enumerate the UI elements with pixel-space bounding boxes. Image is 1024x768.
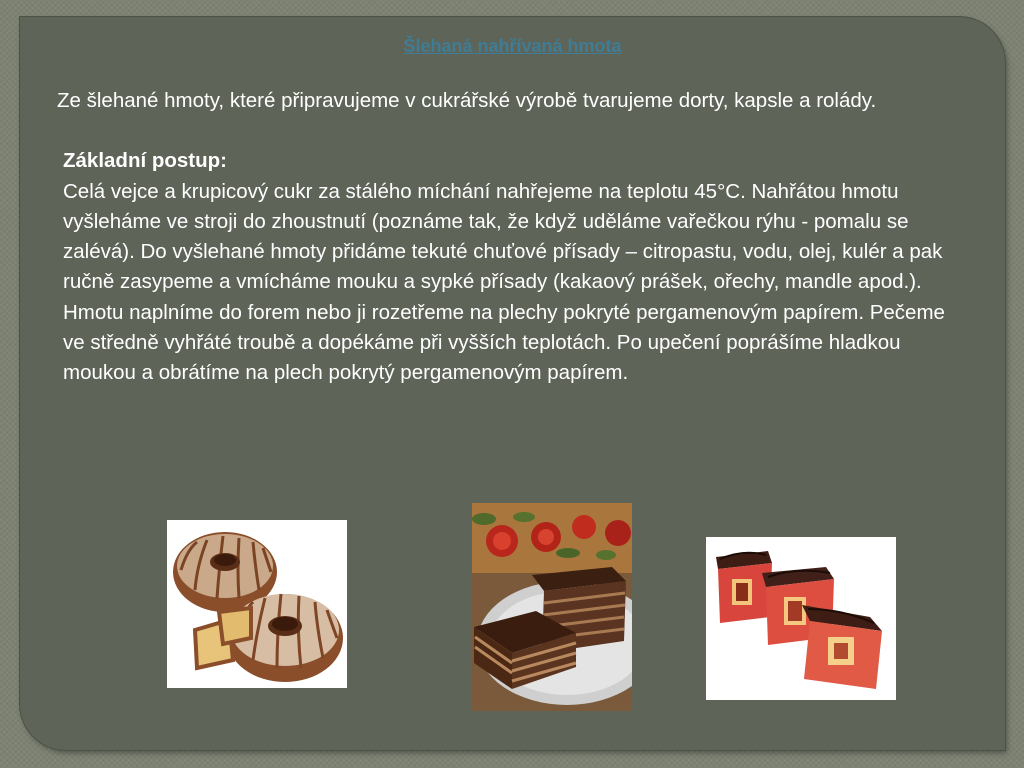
slide-panel <box>20 17 1005 750</box>
bundt-cake-photo <box>167 520 347 688</box>
slide-body <box>57 86 957 389</box>
procedure-heading: Základní postup: <box>63 149 227 173</box>
layered-chocolate-cake-photo <box>472 503 632 711</box>
pink-sponge-cake-slices-photo <box>706 537 896 700</box>
paragraph-gap <box>57 116 957 146</box>
intro-paragraph: Ze šlehané hmoty, které připravujeme v cukrářské výrobě tvarujeme dorty, kapsle a rolády. <box>57 89 877 112</box>
slide-title[interactable]: Šlehaná nahřívaná hmota <box>403 36 622 56</box>
procedure-paragraph: Celá vejce a krupicový cukr za stálého míchání nahřejeme na teplotu 45°C. Nahřátou hmotu vyšleháme ve stroji do zhoustnutí (poznáme tak, že když uděláme vařečkou rýhu - pomalu se zalévá). Do vyšlehané hmoty přidáme tekuté chuťové přísady – citropastu, vodu, olej, kulér a pak ručně zasypeme a vmícháme mouku a sypké přísady (kakaový prášek, ořechy, mandle apod.). Hmotu naplníme do forem nebo ji rozetřeme na plechy pokryté pergamenovým papírem. Pečeme ve středně vyhřáté troubě a dopékáme při vyšších teplotách. Po upečení poprášíme hladkou moukou a obrátíme na plech pokrytý pergamenovým papírem. <box>63 179 945 385</box>
